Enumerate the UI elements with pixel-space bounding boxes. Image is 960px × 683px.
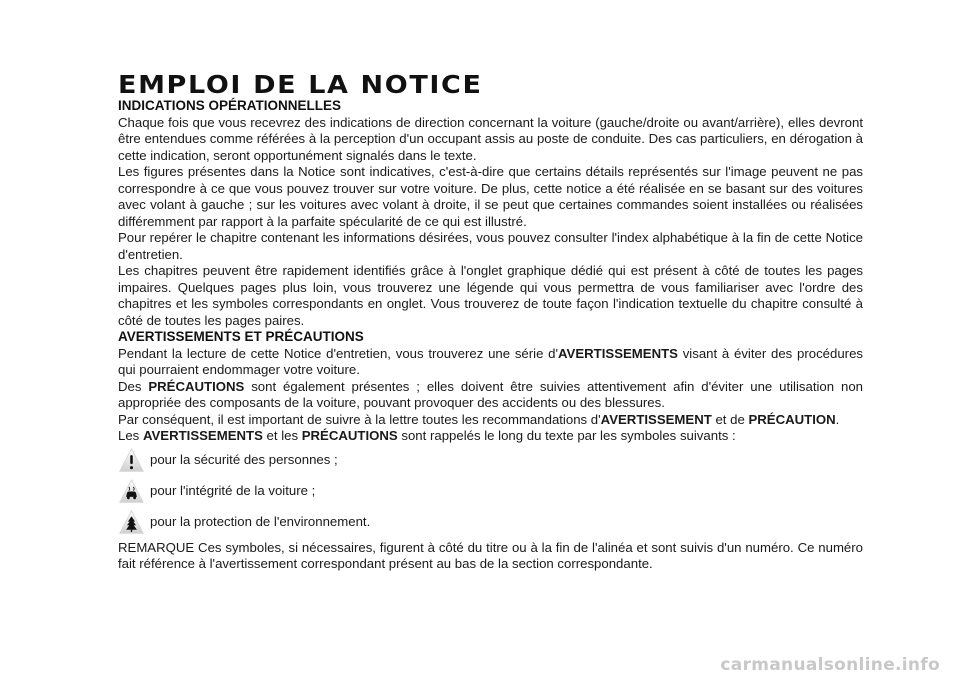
section-heading-indications: INDICATIONS OPÉRATIONNELLES	[118, 98, 342, 113]
symbol-text-voiture: pour l'intégrité de la voiture ;	[150, 482, 316, 498]
car-warning-icon	[118, 478, 145, 505]
page-title: EMPLOI DE LA NOTICE	[118, 70, 483, 99]
symbol-text-environnement: pour la protection de l'environnement.	[150, 513, 371, 529]
paragraph-index: Pour repérer le chapitre contenant les informations désirées, vous pouvez consulter l'index alphabétique à la fin de cette Notice d'entretien.	[118, 230, 863, 262]
paragraph-directions: Chaque fois que vous recevrez des indications de direction concernant la voiture (gauche/droite ou avant/arrière), elles devront être entendues comme référées à la perception d'un occupant assis au poste de conduite. Des cas particuliers, en dérogation à cette indication, seront opportunément signalés dans le texte.	[118, 114, 863, 163]
paragraph-remarque: REMARQUE Ces symboles, si nécessaires, figurent à côté du titre ou à la fin de l'alinéa et sont suivis d'un numéro. Ce numéro fait référence à l'avertissement correspondant présent au bas de la section correspondante.	[118, 539, 863, 571]
paragraph-recommandations: Par conséquent, il est important de suivre à la lettre toutes les recommandations d'AVERTISSEMENT et de PRÉCAUTION.	[118, 411, 840, 427]
paragraph-symboles-intro: Les AVERTISSEMENTS et les PRÉCAUTIONS sont rappelés le long du texte par les symboles suivants :	[118, 428, 736, 443]
symbol-row-voiture	[118, 478, 863, 505]
paragraph-chapters: Les chapitres peuvent être rapidement identifiés grâce à l'onglet graphique dédié qui est présent à côté de toutes les pages impaires. Quelques pages plus loin, vous trouverez une légende qui vous permettra de vous familiariser avec l'ordre des chapitres et les symboles correspondants en onglet. Vous trouverez de toute façon l'indication textuelle du chapitre consulté à côté de toutes les pages paires.	[118, 263, 863, 328]
symbol-text-personnes: pour la sécurité des personnes ;	[150, 451, 338, 467]
symbol-row-personnes	[118, 447, 863, 474]
person-warning-icon	[118, 447, 145, 474]
section-heading-avertissements: AVERTISSEMENTS ET PRÉCAUTIONS	[118, 329, 364, 344]
environment-warning-icon	[118, 509, 145, 536]
paragraph-precautions: Des PRÉCAUTIONS sont également présentes ; elles doivent être suivies attentivement afin d'éviter une utilisation non appropriée des composants de la voiture, pouvant provoquer des accidents ou des blessures.	[118, 378, 863, 410]
paragraph-figures: Les figures présentes dans la Notice sont indicatives, c'est-à-dire que certains détails représentés sur l'image peuvent ne pas correspondre à ce que vous pouvez trouver sur votre voiture. De plus, cette notice a été réalisée en se basant sur des voitures avec volant à gauche ; sur les voitures avec volant à droite, il se peut que certaines commandes soient installées ou réalisées différemment par rapport à la parfaite spécularité de ce qui est illustré.	[118, 164, 863, 229]
paragraph-avertissements: Pendant la lecture de cette Notice d'entretien, vous trouverez une série d'AVERTISSEMENTS visant à éviter des procédures qui pourraient endommager votre voiture.	[118, 345, 863, 377]
symbol-row-environnement	[118, 509, 863, 536]
manual-page	[118, 72, 863, 573]
watermark-text: carmanualsonline.info	[720, 655, 940, 675]
